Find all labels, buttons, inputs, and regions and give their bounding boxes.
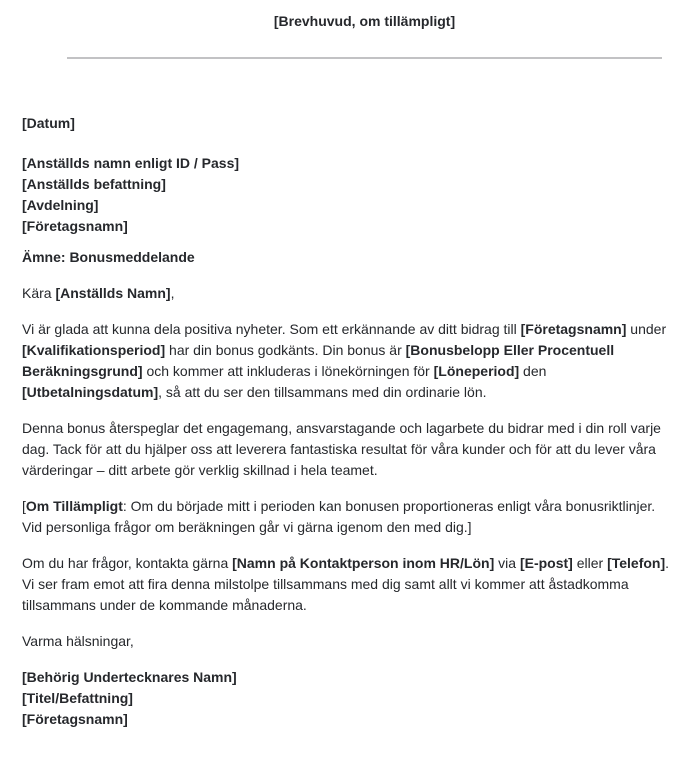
- placeholder-text: [Bonusbelopp Eller Procentuell Beräkningsgrund]: [22, 342, 615, 379]
- body-text: har din bonus godkänts. Din bonus är: [165, 342, 406, 358]
- placeholder-text: [E-post]: [519, 555, 573, 571]
- body-text: Kära: [22, 285, 56, 301]
- body-text: eller: [572, 555, 608, 571]
- signature-company-line: [Företagsnamn]: [22, 711, 128, 727]
- signature-name-line: [Behörig Undertecknares Namn]: [22, 669, 237, 685]
- body-text: via: [494, 555, 520, 571]
- greeting-line: [22, 283, 671, 304]
- placeholder-text: [Namn på Kontaktperson inom HR/Lön]: [232, 555, 495, 571]
- body-text: den: [519, 363, 547, 379]
- body-text: , så att du ser den tillsammans med din ordinarie lön.: [158, 384, 487, 400]
- placeholder-text: Om Tillämpligt: [25, 498, 123, 514]
- placeholder-text: [Telefon]: [607, 555, 666, 571]
- placeholder-text: [Utbetalningsdatum]: [22, 384, 159, 400]
- placeholder-text: [Kvalifikationsperiod]: [22, 342, 166, 358]
- paragraph-appreciation: [22, 418, 671, 481]
- body-text: Denna bonus återspeglar det engagemang, ansvarstagande och lagarbete du bidrar med i din roll varje dag. Tack för att du hjälper oss att leverera fantastiska resultat för våra kunder och för att du lever våra värderingar – ditt arbete gör verklig skillnad i hela teamet.: [22, 420, 661, 478]
- closing-line: Varma hälsningar,: [22, 633, 134, 649]
- recipient-block: [22, 153, 671, 237]
- letterhead-placeholder: [Brevhuvud, om tillämpligt]: [273, 13, 456, 29]
- recipient-title-line: [Anställds befattning]: [22, 176, 166, 192]
- body-text: ,: [170, 285, 175, 301]
- placeholder-text: [Företagsnamn]: [520, 321, 627, 337]
- paragraph-contact-info: [22, 553, 671, 616]
- date-line: [Datum]: [22, 115, 75, 131]
- body-text: och kommer att inkluderas i lönekörningen för: [142, 363, 434, 379]
- subject-line: Ämne: Bonusmeddelande: [22, 249, 195, 265]
- recipient-company-line: [Företagsnamn]: [22, 218, 128, 234]
- body-text: Vi är glada att kunna dela positiva nyheter. Som ett erkännande av ditt bidrag till: [22, 321, 521, 337]
- paragraph-bonus-announcement: [22, 319, 671, 403]
- placeholder-text: [Anställds Namn]: [55, 285, 171, 301]
- recipient-name-line: [Anställds namn enligt ID / Pass]: [22, 155, 240, 171]
- body-text: : Om du började mitt i perioden kan bonusen proportioneras enligt våra bonusriktlinjer. Vid personliga frågor om beräkningen går vi gärna igenom den med dig.]: [22, 498, 656, 535]
- body-text: Om du har frågor, kontakta gärna: [22, 555, 233, 571]
- body-text: [: [22, 498, 26, 514]
- paragraph-proration-note: [22, 496, 671, 538]
- letterhead-divider: [67, 57, 662, 59]
- body-text: . Vi ser fram emot att fira denna milstolpe tillsammans med dig samt allt vi kommer att åstadkomma tillsammans under de kommande månaderna.: [22, 555, 670, 613]
- recipient-department-line: [Avdelning]: [22, 197, 99, 213]
- signature-block: [22, 667, 671, 730]
- signature-title-line: [Titel/Befattning]: [22, 690, 133, 706]
- placeholder-text: [Löneperiod]: [433, 363, 520, 379]
- body-text: under: [626, 321, 667, 337]
